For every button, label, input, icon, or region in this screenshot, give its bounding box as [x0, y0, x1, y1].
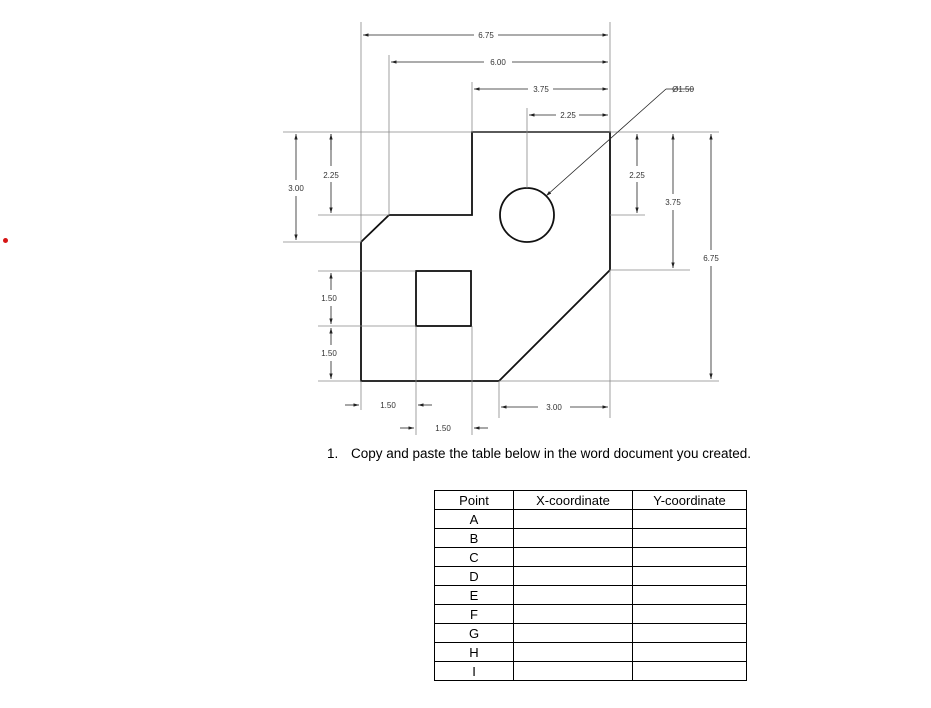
x-cell[interactable] — [514, 662, 633, 681]
y-cell[interactable] — [633, 510, 747, 529]
dim-left-1-50-lower: 1.50 — [321, 349, 337, 358]
point-cell: G — [435, 624, 514, 643]
header-y-coordinate: Y-coordinate — [633, 491, 747, 510]
x-cell[interactable] — [514, 510, 633, 529]
y-cell[interactable] — [633, 624, 747, 643]
dim-top-2-25: 2.25 — [560, 111, 576, 120]
table-row — [435, 605, 747, 624]
point-cell: I — [435, 662, 514, 681]
y-cell[interactable] — [633, 643, 747, 662]
y-cell[interactable] — [633, 605, 747, 624]
point-cell: E — [435, 586, 514, 605]
y-cell[interactable] — [633, 567, 747, 586]
table-row — [435, 662, 747, 681]
dim-bottom-3-00: 3.00 — [546, 403, 562, 412]
header-point: Point — [435, 491, 514, 510]
point-cell: A — [435, 510, 514, 529]
table-row — [435, 548, 747, 567]
dim-left-2-25: 2.25 — [323, 171, 339, 180]
dim-left-3-00: 3.00 — [288, 184, 304, 193]
y-cell[interactable] — [633, 548, 747, 567]
coordinates-table — [434, 490, 747, 681]
point-cell: H — [435, 643, 514, 662]
x-cell[interactable] — [514, 548, 633, 567]
header-x-coordinate: X-coordinate — [514, 491, 633, 510]
square-cutout — [416, 271, 471, 326]
dimension-lines — [296, 35, 711, 428]
x-cell[interactable] — [514, 567, 633, 586]
x-cell[interactable] — [514, 529, 633, 548]
point-cell: F — [435, 605, 514, 624]
y-cell[interactable] — [633, 586, 747, 605]
dim-right-6-75: 6.75 — [703, 254, 719, 263]
dim-bottom-1-50-right: 1.50 — [435, 424, 451, 433]
table-row — [435, 567, 747, 586]
point-cell: B — [435, 529, 514, 548]
x-cell[interactable] — [514, 605, 633, 624]
instruction-number: 1. — [327, 446, 339, 461]
dim-bottom-1-50-left: 1.50 — [380, 401, 396, 410]
table-header-row — [435, 491, 747, 510]
dim-hole-diameter: Ø1.50 — [672, 85, 694, 94]
table-row — [435, 624, 747, 643]
part-outline — [361, 132, 610, 381]
table-row — [435, 510, 747, 529]
dim-right-3-75: 3.75 — [665, 198, 681, 207]
table-row — [435, 643, 747, 662]
dim-top-6-75: 6.75 — [478, 31, 494, 40]
y-cell[interactable] — [633, 529, 747, 548]
hole — [500, 188, 554, 242]
table-row — [435, 529, 747, 548]
x-cell[interactable] — [514, 643, 633, 662]
dim-top-6-00: 6.00 — [490, 58, 506, 67]
x-cell[interactable] — [514, 624, 633, 643]
y-cell[interactable] — [633, 662, 747, 681]
instruction — [327, 446, 751, 461]
x-cell[interactable] — [514, 586, 633, 605]
table-row — [435, 586, 747, 605]
dim-left-1-50-upper: 1.50 — [321, 294, 337, 303]
instruction-text: Copy and paste the table below in the word document you created. — [351, 446, 752, 461]
dim-top-3-75: 3.75 — [533, 85, 549, 94]
point-cell: C — [435, 548, 514, 567]
extension-lines — [283, 22, 719, 435]
dim-right-2-25: 2.25 — [629, 171, 645, 180]
point-cell: D — [435, 567, 514, 586]
